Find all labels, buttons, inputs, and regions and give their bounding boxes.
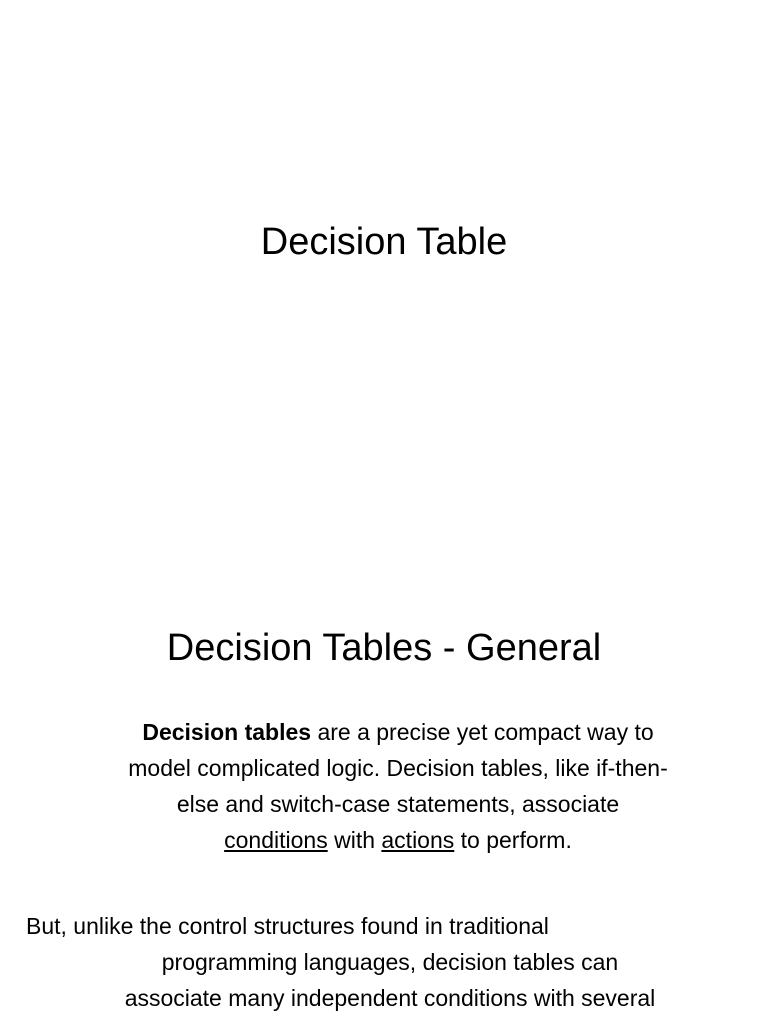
text-span: are a precise yet compact way to: [311, 719, 654, 745]
slide-title: Decision Table: [260, 221, 508, 263]
text-line: associate many independent conditions with several: [124, 985, 656, 1011]
slide-title: Decision Tables - General: [166, 627, 602, 669]
text-line: model complicated logic. Decision tables, like if-then-: [128, 755, 668, 781]
underlined-term-actions: actions: [381, 827, 455, 853]
slide-2: [0, 576, 768, 1024]
text-line: [62, 822, 734, 858]
text-span: to perform.: [454, 827, 572, 853]
text-line: else and switch-case statements, associate: [176, 791, 620, 817]
paragraph-comparison: [26, 908, 740, 1016]
text-line: [62, 714, 734, 750]
text-line: But, unlike the control structures found in traditional: [26, 913, 549, 939]
bold-term: Decision tables: [142, 719, 312, 745]
underlined-term-conditions: conditions: [224, 827, 328, 853]
text-span: with: [327, 827, 382, 853]
text-line: programming languages, decision tables can: [161, 949, 619, 975]
paragraph-definition: [62, 714, 734, 858]
